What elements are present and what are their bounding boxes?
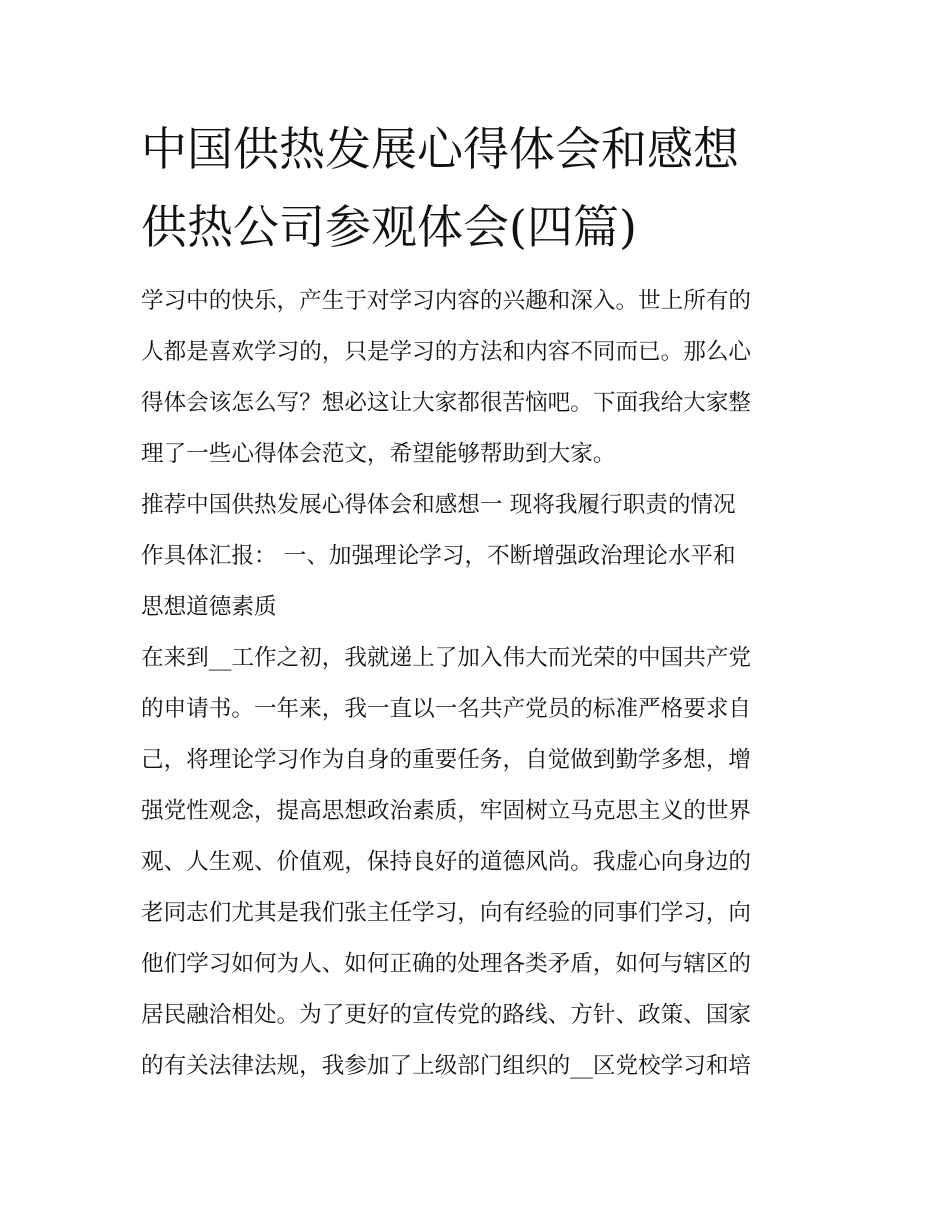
intro-line-2: 人都是喜欢学习的，只是学习的方法和内容不同而已。那么心 (141, 339, 752, 365)
title-line-2: 供热公司参观体会(四篇) (141, 200, 637, 254)
recommendation-line-2: 作具体汇报： 一、加强理论学习，不断增强政治理论水平和 (141, 543, 736, 569)
recommendation-paragraph (141, 480, 813, 633)
document-body (141, 276, 813, 1092)
body-line-9: 的有关法律法规，我参加了上级部门组织的__区党校学习和培 (141, 1053, 752, 1079)
recommendation-line-1: 推荐中国供热发展心得体会和感想一 现将我履行职责的情况 (141, 492, 736, 518)
body-line-4: 强党性观念，提高思想政治素质，牢固树立马克思主义的世界 (141, 798, 752, 824)
body-line-7: 他们学习如何为人、如何正确的处理各类矛盾，如何与辖区的 (141, 951, 752, 977)
intro-line-4: 理了一些心得体会范文，希望能够帮助到大家。 (141, 441, 616, 467)
body-line-3: 己，将理论学习作为自身的重要任务，自觉做到勤学多想，增 (141, 747, 752, 773)
body-paragraph (141, 633, 813, 1092)
intro-paragraph (141, 276, 813, 480)
intro-line-3: 得体会该怎么写？想必这让大家都很苦恼吧。下面我给大家整 (141, 390, 752, 416)
intro-line-1: 学习中的快乐，产生于对学习内容的兴趣和深入。世上所有的 (141, 288, 752, 314)
body-line-1: 在来到__工作之初，我就递上了加入伟大而光荣的中国共产党 (141, 645, 752, 671)
body-line-8: 居民融洽相处。为了更好的宣传党的路线、方针、政策、国家 (141, 1002, 752, 1028)
document-title (141, 110, 841, 266)
body-line-6: 老同志们尤其是我们张主任学习，向有经验的同事们学习，向 (141, 900, 752, 926)
recommendation-line-3: 思想道德素质 (141, 594, 277, 620)
body-line-2: 的申请书。一年来，我一直以一名共产党员的标准严格要求自 (141, 696, 752, 722)
title-line-1: 中国供热发展心得体会和感想 (141, 122, 739, 176)
body-line-5: 观、人生观、价值观，保持良好的道德风尚。我虚心向身边的 (141, 849, 752, 875)
